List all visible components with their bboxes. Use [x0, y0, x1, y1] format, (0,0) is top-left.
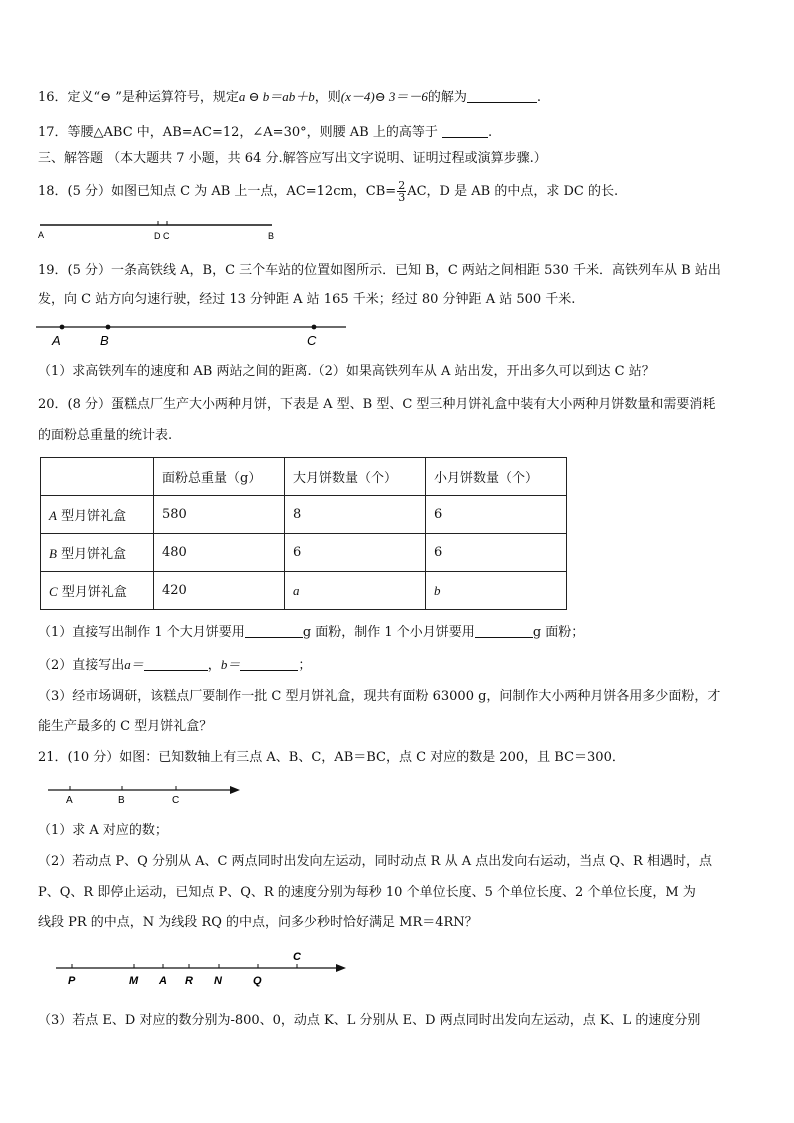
table-cell-flour: 480 — [154, 534, 285, 572]
table-row — [41, 496, 567, 534]
q21-number-line-2 — [54, 948, 354, 990]
question-19-line-2: 发，向 C 站方向匀速行驶，经过 13 分钟距 A 站 165 千米；经过 80 分钟距 A 站 500 千米. — [38, 292, 576, 307]
q20-subpart-3-line-1: （3）经市场调研，该糕点厂要制作一批 C 型月饼礼盒，现共有面粉 63000 g，问制作大小两种月饼各用多少面粉，才 — [38, 689, 721, 704]
q21-subpart-2-line-1: （2）若动点 P、Q 分别从 A、C 两点同时出发向左运动，同时动点 R 从 A 点出发向右运动，当点 Q、R 相遇时，点 — [38, 854, 712, 869]
q21-axis-2-arrow — [336, 964, 346, 972]
q19-point-c — [312, 325, 317, 330]
box-type-letter: B — [49, 546, 57, 561]
q16-text-2: ，则 — [314, 90, 341, 105]
q20-sub1-text-c: g 面粉； — [532, 625, 585, 640]
q18-fraction — [397, 180, 406, 203]
q21-fig2-label-a: A — [159, 975, 167, 987]
q17-end: . — [487, 125, 493, 140]
q20-subpart-2 — [38, 656, 758, 675]
q17-answer-blank[interactable] — [442, 125, 488, 138]
table-cell-small: b — [426, 572, 567, 610]
question-17 — [38, 124, 758, 142]
section-3-heading: 三、解答题 （本大题共 7 小题，共 64 分.解答应写出文字说明、证明过程或演算步骤.） — [38, 151, 547, 166]
q16-answer-blank[interactable] — [467, 90, 537, 103]
table-cell-big: a — [285, 572, 426, 610]
q21-number-line-1 — [44, 780, 244, 806]
question-20-line-1: 20．(8 分）蛋糕点厂生产大小两种月饼，下表是 A 型、B 型、C 型三种月饼礼盒中装有大小两种月饼数量和需要消耗 — [38, 397, 716, 412]
q20-subpart-1 — [38, 624, 758, 642]
q21-axis-1-arrow — [230, 786, 240, 794]
table-header-row — [41, 458, 567, 496]
q21-fig1-label-b: B — [118, 795, 125, 806]
box-type-label: 型月饼礼盒 — [61, 585, 127, 600]
q20-subpart-3-line-2: 能生产最多的 C 型月饼礼盒？ — [38, 719, 213, 734]
q21-subpart-1: （1）求 A 对应的数； — [38, 823, 168, 838]
q20-sub2-a-label: a＝ — [124, 657, 144, 672]
q21-subpart-2-line-3: 线段 PR 的中点，N 为线段 RQ 的中点，问多少秒时恰好满足 MR＝4RN？ — [38, 915, 478, 930]
q20-b-blank[interactable] — [240, 658, 298, 671]
table-cell-type — [41, 534, 154, 572]
q16-text-4: . — [536, 90, 542, 105]
q18-fraction-denominator: 3 — [398, 191, 406, 204]
q18-label-a: A — [38, 230, 45, 240]
q19-label-a: A — [52, 333, 61, 348]
table-cell-type — [41, 572, 154, 610]
table-row — [41, 534, 567, 572]
q17-text: 17．等腰△ABC 中，AB=AC=12，∠A=30°，则腰 AB 上的高等于 — [38, 125, 438, 140]
q20-sub2-comma: ， — [207, 658, 221, 673]
q20-a-blank[interactable] — [144, 658, 208, 671]
q21-fig2-label-r: R — [185, 975, 193, 987]
q18-label-b: B — [268, 231, 275, 241]
q21-fig1-label-a: A — [66, 795, 73, 806]
table-header-cell: 面粉总重量（g） — [154, 458, 285, 496]
q21-subpart-2-line-2: P、Q、R 即停止运动，已知点 P、Q、R 的速度分别为每秒 10 个单位长度、5 个单位长度、2 个单位长度，M 为 — [38, 885, 696, 900]
q21-fig2-label-c: C — [293, 951, 301, 963]
box-type-letter: C — [49, 584, 58, 599]
q16-text-3: 的解为 — [427, 90, 467, 105]
q20-stat-table — [40, 457, 567, 610]
q21-fig2-label-n: N — [214, 975, 222, 987]
q18-segment-figure — [34, 218, 284, 242]
q20-sub2-end: ； — [298, 658, 312, 673]
q21-fig2-label-m: M — [129, 975, 139, 987]
question-21-line-1: 21．(10 分）如图：已知数轴上有三点 A、B、C，AB＝BC，点 C 对应的数是 200，且 BC＝300． — [38, 750, 625, 765]
q21-fig2-label-q: Q — [253, 975, 262, 987]
table-cell-small: 6 — [426, 534, 567, 572]
q18-fraction-numerator: 2 — [398, 179, 406, 192]
q20-sub1-text-b: g 面粉，制作 1 个小月饼要用 — [302, 625, 475, 640]
q20-big-flour-blank[interactable] — [245, 625, 303, 638]
q20-small-flour-blank[interactable] — [475, 625, 533, 638]
question-16 — [38, 88, 758, 107]
table-row — [41, 572, 567, 610]
question-20-line-2: 的面粉总重量的统计表. — [38, 428, 173, 443]
table-header-cell — [41, 458, 154, 496]
q19-label-c: C — [307, 333, 317, 348]
box-type-label: 型月饼礼盒 — [61, 547, 127, 562]
q18-label-dc: D C — [154, 231, 170, 241]
q16-equation: (x－4)⊖ 3＝－6 — [340, 89, 428, 104]
q20-sub1-text-a: （1）直接写出制作 1 个大月饼要用 — [38, 625, 245, 640]
table-cell-type — [41, 496, 154, 534]
table-cell-small: 6 — [426, 496, 567, 534]
table-header-cell: 大月饼数量（个） — [285, 458, 426, 496]
q16-rule: a ⊖ b＝ab＋b — [238, 89, 315, 104]
table-cell-big: 8 — [285, 496, 426, 534]
table-cell-big: 6 — [285, 534, 426, 572]
question-19-subparts: （1）求高铁列车的速度和 AB 两站之间的距离.（2）如果高铁列车从 A 站出发，开出多久可以到达 C 站？ — [38, 364, 655, 379]
table-header-cell: 小月饼数量（个） — [426, 458, 567, 496]
q16-text-1: 16．定义“⊖ ”是种运算符号，规定 — [38, 90, 239, 105]
box-type-letter: A — [49, 508, 57, 523]
q19-point-a — [60, 325, 65, 330]
q21-fig2-label-p: P — [68, 975, 76, 987]
q19-point-b — [106, 325, 111, 330]
question-19-line-1: 19．(5 分）一条高铁线 A，B，C 三个车站的位置如图所示．已知 B，C 两站之间相距 530 千米．高铁列车从 B 站出 — [38, 263, 721, 278]
q18-text-2: AC，D 是 AB 的中点，求 DC 的长. — [407, 184, 619, 199]
box-type-label: 型月饼礼盒 — [61, 509, 127, 524]
q21-fig1-label-c: C — [172, 795, 180, 806]
q21-subpart-3: （3）若点 E、D 对应的数分别为-800、0，动点 K、L 分别从 E、D 两点同时出发向左运动，点 K、L 的速度分别 — [38, 1013, 701, 1028]
table-cell-flour: 580 — [154, 496, 285, 534]
question-18 — [38, 180, 758, 203]
q20-sub2-b-label: b＝ — [220, 657, 241, 672]
table-cell-flour: 420 — [154, 572, 285, 610]
q19-label-b: B — [100, 333, 109, 348]
q19-station-figure — [34, 316, 354, 350]
q18-text-1: 18．(5 分）如图已知点 C 为 AB 上一点，AC=12cm，CB= — [38, 184, 397, 199]
q20-sub2-text-a: （2）直接写出 — [38, 658, 125, 673]
